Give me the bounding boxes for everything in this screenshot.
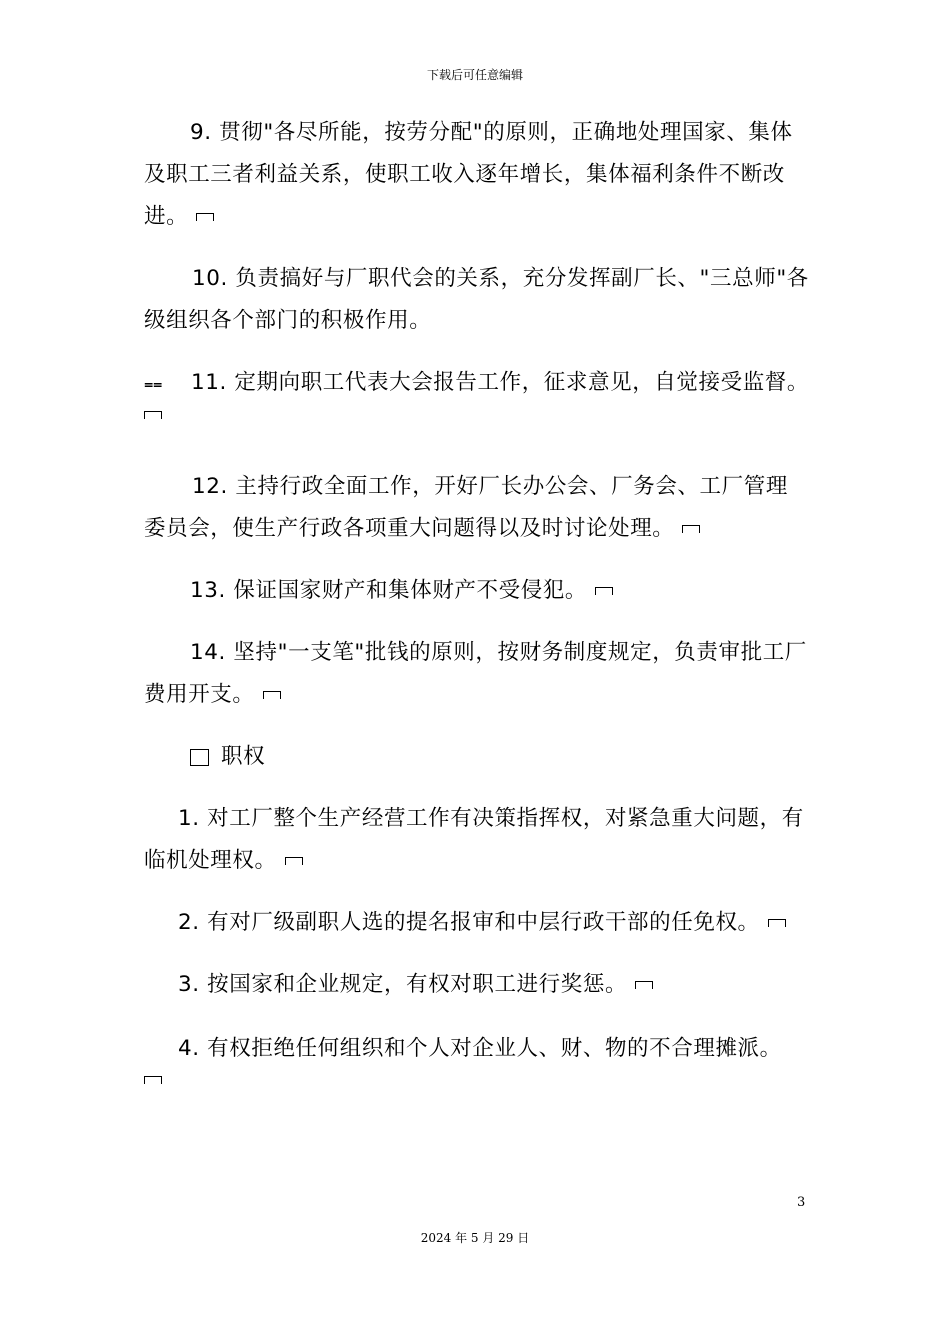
power-item-1: 1. 对工厂整个生产经营工作有决策指挥权，对紧急重大问题，有临机处理权。 (144, 806, 804, 873)
duty-item-12: 12. 主持行政全面工作，开好厂长办公会、厂务会、工厂管理委员会，使生产行政各项重大问题得以及时讨论处理。 (144, 474, 788, 541)
duty-item-14: 14. 坚持"一支笔"批钱的原则，按财务制度规定，负责审批工厂费用开支。 (144, 640, 807, 707)
return-mark-icon (196, 213, 214, 221)
return-mark-icon (682, 525, 700, 533)
power-item-3: 3. 按国家和企业规定，有权对职工进行奖惩。 (144, 964, 809, 1006)
section-heading-powers: 职权 (144, 736, 855, 778)
duty-item-9: 9. 贯彻"各尽所能，按劳分配"的原则，正确地处理国家、集体及职工三者利益关系，使职工收入逐年增长，集体福利条件不断改进。 (144, 120, 793, 229)
page-footer-date: 2024 年 5 月 29 日 (420, 1231, 530, 1245)
return-mark-icon (635, 981, 653, 989)
page-header: 下载后可任意编辑 (426, 68, 523, 82)
equal-mark-icon: ⩵ (144, 374, 163, 393)
power-item-2: 2. 有对厂级副职人选的提名报审和中层行政干部的任免权。 (144, 902, 809, 944)
duty-item-11: ⩵ 11. 定期向职工代表大会报告工作，征求意见，自觉接受监督。 (144, 362, 809, 419)
page-number: 3 (797, 1195, 806, 1210)
return-mark-icon (144, 1076, 162, 1084)
duty-item-13: 13. 保证国家财产和集体财产不受侵犯。 (144, 570, 809, 612)
return-mark-icon (144, 411, 162, 419)
return-mark-icon (263, 691, 281, 699)
power-item-4: 4. 有权拒绝任何组织和个人对企业人、财、物的不合理摊派。 (144, 1028, 809, 1084)
duty-item-10: 10. 负责搞好与厂职代会的关系，充分发挥副厂长、"三总师"各级组织各个部门的积极作用。 (144, 266, 809, 333)
return-mark-icon (595, 587, 613, 595)
return-mark-icon (768, 919, 786, 927)
return-mark-icon (285, 857, 303, 865)
checkbox-square-icon (190, 749, 209, 766)
